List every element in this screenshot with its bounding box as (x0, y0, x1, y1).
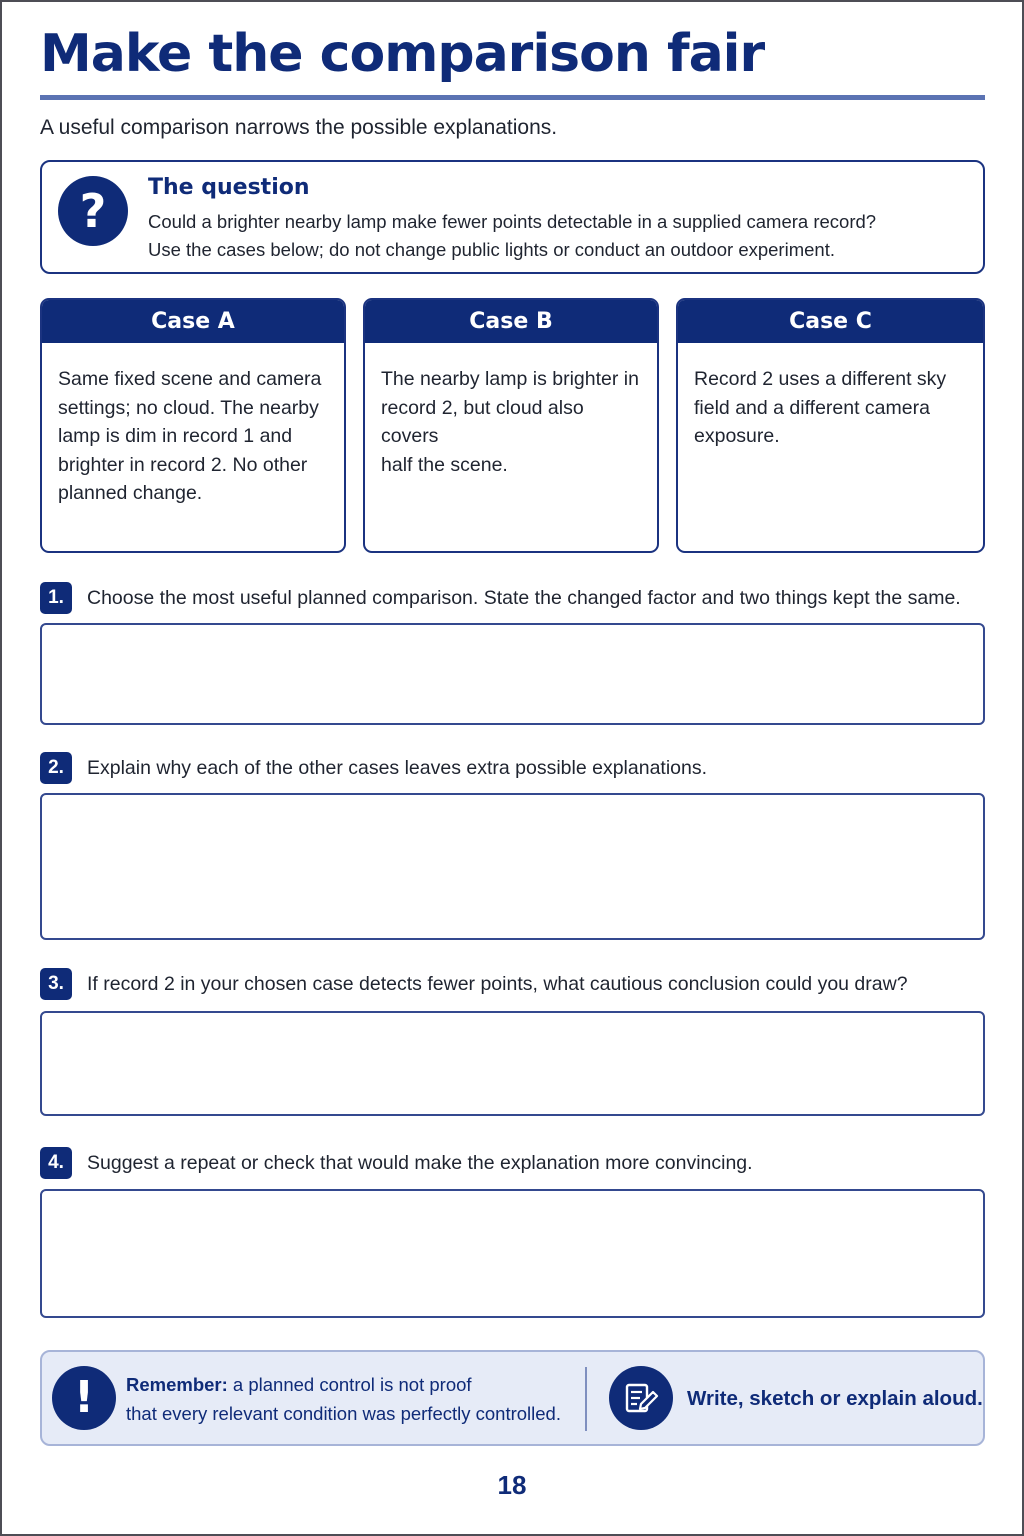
answer-box-4[interactable] (40, 1189, 985, 1318)
page-number: 18 (497, 1470, 527, 1500)
exclamation-icon: ! (52, 1366, 116, 1430)
question-4-text: Suggest a repeat or check that would make the explanation more convincing. (87, 1152, 753, 1174)
case-b-line: The nearby lamp is brighter in (381, 368, 639, 390)
answer-box-3[interactable] (40, 1011, 985, 1116)
question-mark-icon: ? (58, 176, 128, 246)
question-3-number: 3. (40, 968, 72, 1000)
case-a-line: lamp is dim in record 1 and (58, 425, 293, 447)
notepad-pencil-icon (609, 1366, 673, 1430)
case-b-card (363, 298, 659, 553)
case-a-description (42, 343, 344, 508)
case-c-description (678, 343, 983, 451)
case-a-line: Same fixed scene and camera (58, 368, 322, 390)
reminder-box (40, 1350, 985, 1446)
question-line-1: Could a brighter nearby lamp make fewer points detectable in a supplied camera record? (148, 211, 877, 232)
case-b-line: half the scene. (381, 453, 508, 476)
case-c-heading: Case C (678, 300, 983, 343)
question-line-2: Use the cases below; do not change public lights or conduct an outdoor experiment. (148, 239, 835, 260)
question-3-text: If record 2 in your chosen case detects fewer points, what cautious conclusion could you draw? (87, 973, 908, 995)
case-a-heading: Case A (42, 300, 344, 343)
case-a-card (40, 298, 346, 553)
reminder-bold: Remember: (126, 1374, 228, 1395)
reminder-line-1 (126, 1374, 472, 1396)
case-a-line: settings; no cloud. The nearby (58, 396, 319, 419)
case-c-line: exposure. (694, 425, 780, 447)
answer-box-1[interactable] (40, 623, 985, 725)
answer-box-2[interactable] (40, 793, 985, 940)
question-4-number: 4. (40, 1147, 72, 1179)
case-b-heading: Case B (365, 300, 657, 343)
question-box (40, 160, 985, 274)
case-a-line: planned change. (58, 482, 203, 504)
write-sketch-text: Write, sketch or explain aloud. (687, 1387, 983, 1410)
case-c-card (676, 298, 985, 553)
reminder-line-1-rest: a planned control is not proof (227, 1374, 472, 1395)
page-subtitle: A useful comparison narrows the possible explanations. (40, 116, 558, 139)
case-b-description (365, 343, 657, 479)
reminder-line-2: that every relevant condition was perfectly controlled. (126, 1403, 561, 1424)
question-1-text: Choose the most useful planned comparison. State the changed factor and two things kept the same. (87, 587, 961, 609)
case-c-line: Record 2 uses a different sky (694, 368, 947, 390)
case-a-line: brighter in record 2. No other (58, 453, 308, 476)
question-heading: The question (148, 175, 310, 200)
page-title: Make the comparison fair (40, 24, 765, 84)
case-b-line: record 2, but cloud also covers (381, 396, 584, 447)
question-1-number: 1. (40, 582, 72, 614)
case-c-line: field and a different camera (694, 396, 930, 419)
question-2-text: Explain why each of the other cases leaves extra possible explanations. (87, 757, 708, 779)
reminder-divider (585, 1367, 587, 1431)
title-rule (40, 95, 985, 100)
question-2-number: 2. (40, 752, 72, 784)
